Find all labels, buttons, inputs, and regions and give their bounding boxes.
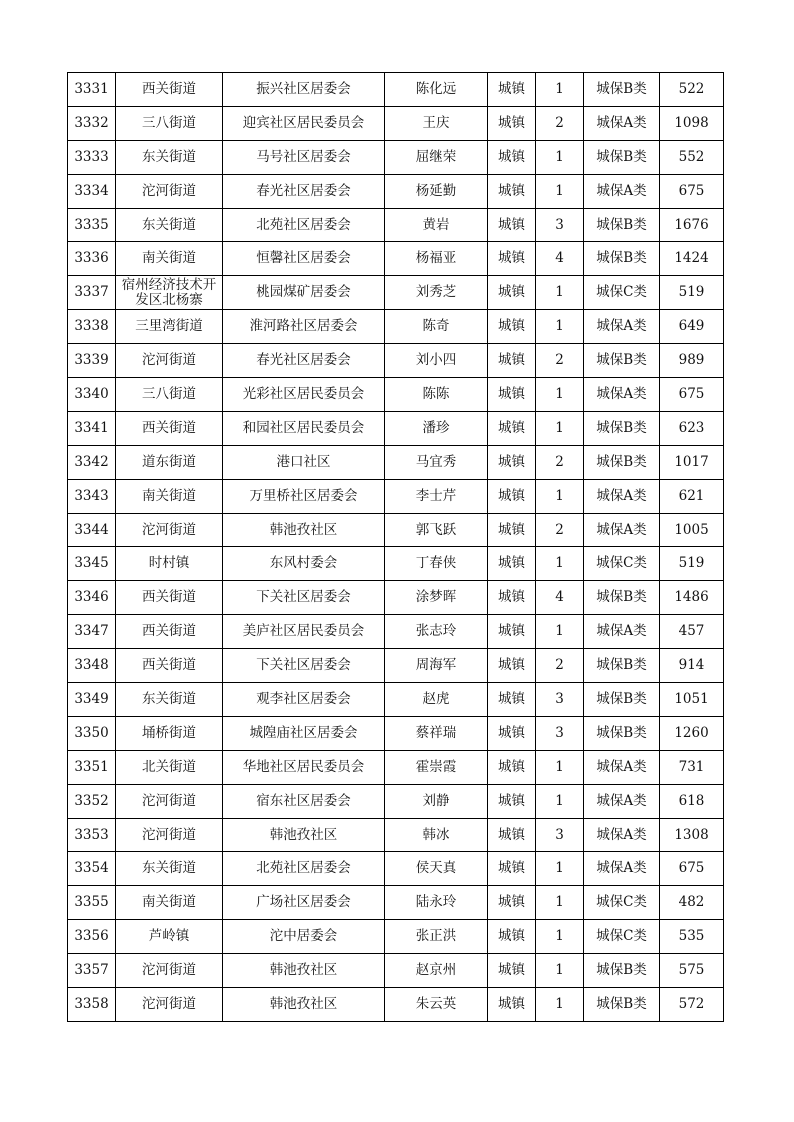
amount-cell: 675 [660, 852, 724, 886]
area-type-cell: 城镇 [488, 886, 536, 920]
household-count-cell: 1 [536, 140, 584, 174]
record-id-cell: 3332 [68, 106, 116, 140]
community-cell: 广场社区居委会 [223, 886, 385, 920]
category-cell: 城保B类 [584, 683, 660, 717]
community-cell: 春光社区居委会 [223, 344, 385, 378]
area-type-cell: 城镇 [488, 344, 536, 378]
amount-cell: 1486 [660, 581, 724, 615]
amount-cell: 1051 [660, 683, 724, 717]
name-cell: 杨福亚 [385, 242, 488, 276]
street-cell: 南关街道 [116, 479, 223, 513]
street-cell: 西关街道 [116, 411, 223, 445]
amount-cell: 618 [660, 784, 724, 818]
name-cell: 张正洪 [385, 920, 488, 954]
amount-cell: 989 [660, 344, 724, 378]
category-cell: 城保C类 [584, 276, 660, 310]
record-id-cell: 3335 [68, 208, 116, 242]
name-cell: 刘小四 [385, 344, 488, 378]
table-body [68, 73, 724, 1022]
community-cell: 东风村委会 [223, 547, 385, 581]
area-type-cell: 城镇 [488, 242, 536, 276]
amount-cell: 522 [660, 73, 724, 107]
street-cell: 东关街道 [116, 208, 223, 242]
name-cell: 潘珍 [385, 411, 488, 445]
amount-cell: 1098 [660, 106, 724, 140]
record-id-cell: 3334 [68, 174, 116, 208]
amount-cell: 519 [660, 276, 724, 310]
street-cell: 北关街道 [116, 750, 223, 784]
household-count-cell: 3 [536, 208, 584, 242]
record-id-cell: 3333 [68, 140, 116, 174]
record-id-cell: 3341 [68, 411, 116, 445]
community-cell: 恒馨社区居委会 [223, 242, 385, 276]
record-id-cell: 3354 [68, 852, 116, 886]
street-cell: 宿州经济技术开发区北杨寨 [116, 276, 223, 310]
street-cell: 沱河街道 [116, 818, 223, 852]
name-cell: 刘秀芝 [385, 276, 488, 310]
category-cell: 城保A类 [584, 106, 660, 140]
street-cell: 埇桥街道 [116, 716, 223, 750]
record-id-cell: 3339 [68, 344, 116, 378]
name-cell: 丁春侠 [385, 547, 488, 581]
name-cell: 李士芹 [385, 479, 488, 513]
table-row [68, 106, 724, 140]
household-count-cell: 1 [536, 920, 584, 954]
area-type-cell: 城镇 [488, 615, 536, 649]
name-cell: 侯天真 [385, 852, 488, 886]
household-count-cell: 1 [536, 547, 584, 581]
record-id-cell: 3345 [68, 547, 116, 581]
category-cell: 城保A类 [584, 378, 660, 412]
name-cell: 周海军 [385, 649, 488, 683]
amount-cell: 1017 [660, 445, 724, 479]
street-cell: 沱河街道 [116, 344, 223, 378]
amount-cell: 519 [660, 547, 724, 581]
table-row [68, 378, 724, 412]
table-row [68, 344, 724, 378]
name-cell: 蔡祥瑞 [385, 716, 488, 750]
table-row [68, 716, 724, 750]
area-type-cell: 城镇 [488, 73, 536, 107]
category-cell: 城保A类 [584, 310, 660, 344]
area-type-cell: 城镇 [488, 716, 536, 750]
household-count-cell: 4 [536, 581, 584, 615]
record-id-cell: 3357 [68, 954, 116, 988]
name-cell: 马宜秀 [385, 445, 488, 479]
record-id-cell: 3338 [68, 310, 116, 344]
community-cell: 迎宾社区居民委员会 [223, 106, 385, 140]
household-count-cell: 3 [536, 716, 584, 750]
amount-cell: 1260 [660, 716, 724, 750]
table-row [68, 818, 724, 852]
household-count-cell: 1 [536, 310, 584, 344]
table-row [68, 954, 724, 988]
record-id-cell: 3356 [68, 920, 116, 954]
household-count-cell: 2 [536, 513, 584, 547]
name-cell: 杨延勤 [385, 174, 488, 208]
community-cell: 下关社区居委会 [223, 581, 385, 615]
household-count-cell: 4 [536, 242, 584, 276]
category-cell: 城保B类 [584, 208, 660, 242]
name-cell: 王庆 [385, 106, 488, 140]
table-row [68, 445, 724, 479]
table-row [68, 649, 724, 683]
category-cell: 城保B类 [584, 73, 660, 107]
table-row [68, 683, 724, 717]
record-id-cell: 3358 [68, 988, 116, 1022]
name-cell: 陈化远 [385, 73, 488, 107]
area-type-cell: 城镇 [488, 479, 536, 513]
household-count-cell: 3 [536, 683, 584, 717]
community-cell: 韩池孜社区 [223, 988, 385, 1022]
table-row [68, 750, 724, 784]
table-row [68, 615, 724, 649]
community-cell: 桃园煤矿居委会 [223, 276, 385, 310]
street-cell: 东关街道 [116, 140, 223, 174]
record-id-cell: 3337 [68, 276, 116, 310]
name-cell: 陈奇 [385, 310, 488, 344]
area-type-cell: 城镇 [488, 649, 536, 683]
table-row [68, 310, 724, 344]
category-cell: 城保B类 [584, 140, 660, 174]
name-cell: 涂梦晖 [385, 581, 488, 615]
record-id-cell: 3331 [68, 73, 116, 107]
area-type-cell: 城镇 [488, 106, 536, 140]
community-cell: 韩池孜社区 [223, 954, 385, 988]
amount-cell: 575 [660, 954, 724, 988]
community-cell: 韩池孜社区 [223, 818, 385, 852]
table-row [68, 140, 724, 174]
name-cell: 朱云英 [385, 988, 488, 1022]
record-id-cell: 3347 [68, 615, 116, 649]
amount-cell: 457 [660, 615, 724, 649]
area-type-cell: 城镇 [488, 954, 536, 988]
amount-cell: 482 [660, 886, 724, 920]
name-cell: 陈陈 [385, 378, 488, 412]
household-count-cell: 1 [536, 378, 584, 412]
amount-cell: 914 [660, 649, 724, 683]
amount-cell: 1676 [660, 208, 724, 242]
community-cell: 港口社区 [223, 445, 385, 479]
community-cell: 淮河路社区居委会 [223, 310, 385, 344]
area-type-cell: 城镇 [488, 988, 536, 1022]
street-cell: 沱河街道 [116, 954, 223, 988]
street-cell: 时村镇 [116, 547, 223, 581]
record-id-cell: 3336 [68, 242, 116, 276]
street-cell: 南关街道 [116, 886, 223, 920]
category-cell: 城保A类 [584, 818, 660, 852]
amount-cell: 1005 [660, 513, 724, 547]
community-cell: 下关社区居委会 [223, 649, 385, 683]
area-type-cell: 城镇 [488, 174, 536, 208]
street-cell: 西关街道 [116, 581, 223, 615]
category-cell: 城保B类 [584, 716, 660, 750]
area-type-cell: 城镇 [488, 276, 536, 310]
street-cell: 道东街道 [116, 445, 223, 479]
area-type-cell: 城镇 [488, 683, 536, 717]
name-cell: 郭飞跃 [385, 513, 488, 547]
community-cell: 华地社区居民委员会 [223, 750, 385, 784]
amount-cell: 572 [660, 988, 724, 1022]
community-cell: 万里桥社区居委会 [223, 479, 385, 513]
area-type-cell: 城镇 [488, 411, 536, 445]
area-type-cell: 城镇 [488, 140, 536, 174]
record-id-cell: 3348 [68, 649, 116, 683]
category-cell: 城保B类 [584, 242, 660, 276]
community-cell: 美庐社区居民委员会 [223, 615, 385, 649]
table-row [68, 547, 724, 581]
amount-cell: 1308 [660, 818, 724, 852]
name-cell: 韩冰 [385, 818, 488, 852]
category-cell: 城保A类 [584, 174, 660, 208]
area-type-cell: 城镇 [488, 784, 536, 818]
name-cell: 刘静 [385, 784, 488, 818]
street-cell: 三八街道 [116, 106, 223, 140]
household-count-cell: 1 [536, 784, 584, 818]
street-cell: 沱河街道 [116, 174, 223, 208]
table-row [68, 886, 724, 920]
table-row [68, 276, 724, 310]
street-cell: 西关街道 [116, 615, 223, 649]
amount-cell: 535 [660, 920, 724, 954]
table-row [68, 411, 724, 445]
street-cell: 沱河街道 [116, 784, 223, 818]
area-type-cell: 城镇 [488, 445, 536, 479]
record-id-cell: 3351 [68, 750, 116, 784]
category-cell: 城保A类 [584, 615, 660, 649]
street-cell: 三八街道 [116, 378, 223, 412]
household-count-cell: 3 [536, 818, 584, 852]
area-type-cell: 城镇 [488, 750, 536, 784]
household-count-cell: 2 [536, 445, 584, 479]
community-cell: 观李社区居委会 [223, 683, 385, 717]
area-type-cell: 城镇 [488, 581, 536, 615]
table-row [68, 988, 724, 1022]
area-type-cell: 城镇 [488, 378, 536, 412]
name-cell: 黄岩 [385, 208, 488, 242]
category-cell: 城保A类 [584, 784, 660, 818]
amount-cell: 552 [660, 140, 724, 174]
household-count-cell: 1 [536, 750, 584, 784]
record-id-cell: 3342 [68, 445, 116, 479]
household-count-cell: 2 [536, 649, 584, 683]
household-count-cell: 1 [536, 411, 584, 445]
record-id-cell: 3344 [68, 513, 116, 547]
category-cell: 城保A类 [584, 479, 660, 513]
amount-cell: 675 [660, 174, 724, 208]
household-count-cell: 1 [536, 479, 584, 513]
street-cell: 南关街道 [116, 242, 223, 276]
area-type-cell: 城镇 [488, 513, 536, 547]
household-count-cell: 1 [536, 988, 584, 1022]
table-row [68, 479, 724, 513]
record-id-cell: 3352 [68, 784, 116, 818]
street-cell: 西关街道 [116, 73, 223, 107]
street-cell: 沱河街道 [116, 513, 223, 547]
street-cell: 东关街道 [116, 852, 223, 886]
record-id-cell: 3349 [68, 683, 116, 717]
amount-cell: 731 [660, 750, 724, 784]
community-cell: 城隍庙社区居委会 [223, 716, 385, 750]
category-cell: 城保B类 [584, 445, 660, 479]
household-count-cell: 2 [536, 106, 584, 140]
table-row [68, 581, 724, 615]
category-cell: 城保C类 [584, 886, 660, 920]
table-row [68, 174, 724, 208]
amount-cell: 1424 [660, 242, 724, 276]
amount-cell: 675 [660, 378, 724, 412]
category-cell: 城保B类 [584, 411, 660, 445]
category-cell: 城保A类 [584, 750, 660, 784]
category-cell: 城保B类 [584, 988, 660, 1022]
street-cell: 沱河街道 [116, 988, 223, 1022]
area-type-cell: 城镇 [488, 920, 536, 954]
name-cell: 霍崇霞 [385, 750, 488, 784]
household-count-cell: 1 [536, 276, 584, 310]
table-row [68, 920, 724, 954]
table-row [68, 513, 724, 547]
household-count-cell: 2 [536, 344, 584, 378]
amount-cell: 623 [660, 411, 724, 445]
name-cell: 赵虎 [385, 683, 488, 717]
community-cell: 北苑社区居委会 [223, 852, 385, 886]
record-id-cell: 3343 [68, 479, 116, 513]
record-id-cell: 3350 [68, 716, 116, 750]
category-cell: 城保B类 [584, 344, 660, 378]
street-cell: 芦岭镇 [116, 920, 223, 954]
street-cell: 西关街道 [116, 649, 223, 683]
household-count-cell: 1 [536, 954, 584, 988]
table-row [68, 784, 724, 818]
record-id-cell: 3355 [68, 886, 116, 920]
category-cell: 城保A类 [584, 513, 660, 547]
community-cell: 光彩社区居民委员会 [223, 378, 385, 412]
household-count-cell: 1 [536, 615, 584, 649]
area-type-cell: 城镇 [488, 818, 536, 852]
amount-cell: 621 [660, 479, 724, 513]
table-row [68, 242, 724, 276]
community-cell: 和园社区居民委员会 [223, 411, 385, 445]
category-cell: 城保C类 [584, 547, 660, 581]
record-id-cell: 3353 [68, 818, 116, 852]
beneficiary-table [67, 72, 724, 1022]
area-type-cell: 城镇 [488, 547, 536, 581]
name-cell: 张志玲 [385, 615, 488, 649]
name-cell: 陆永玲 [385, 886, 488, 920]
household-count-cell: 1 [536, 886, 584, 920]
street-cell: 三里湾街道 [116, 310, 223, 344]
category-cell: 城保B类 [584, 581, 660, 615]
category-cell: 城保B类 [584, 649, 660, 683]
table-row [68, 852, 724, 886]
name-cell: 屈继荣 [385, 140, 488, 174]
category-cell: 城保A类 [584, 852, 660, 886]
table-row [68, 73, 724, 107]
table-row [68, 208, 724, 242]
household-count-cell: 1 [536, 174, 584, 208]
community-cell: 马号社区居委会 [223, 140, 385, 174]
community-cell: 宿东社区居委会 [223, 784, 385, 818]
record-id-cell: 3346 [68, 581, 116, 615]
category-cell: 城保B类 [584, 954, 660, 988]
area-type-cell: 城镇 [488, 310, 536, 344]
amount-cell: 649 [660, 310, 724, 344]
category-cell: 城保C类 [584, 920, 660, 954]
area-type-cell: 城镇 [488, 208, 536, 242]
community-cell: 沱中居委会 [223, 920, 385, 954]
household-count-cell: 1 [536, 852, 584, 886]
community-cell: 振兴社区居委会 [223, 73, 385, 107]
area-type-cell: 城镇 [488, 852, 536, 886]
name-cell: 赵京州 [385, 954, 488, 988]
record-id-cell: 3340 [68, 378, 116, 412]
street-cell: 东关街道 [116, 683, 223, 717]
community-cell: 韩池孜社区 [223, 513, 385, 547]
household-count-cell: 1 [536, 73, 584, 107]
community-cell: 北苑社区居委会 [223, 208, 385, 242]
community-cell: 春光社区居委会 [223, 174, 385, 208]
